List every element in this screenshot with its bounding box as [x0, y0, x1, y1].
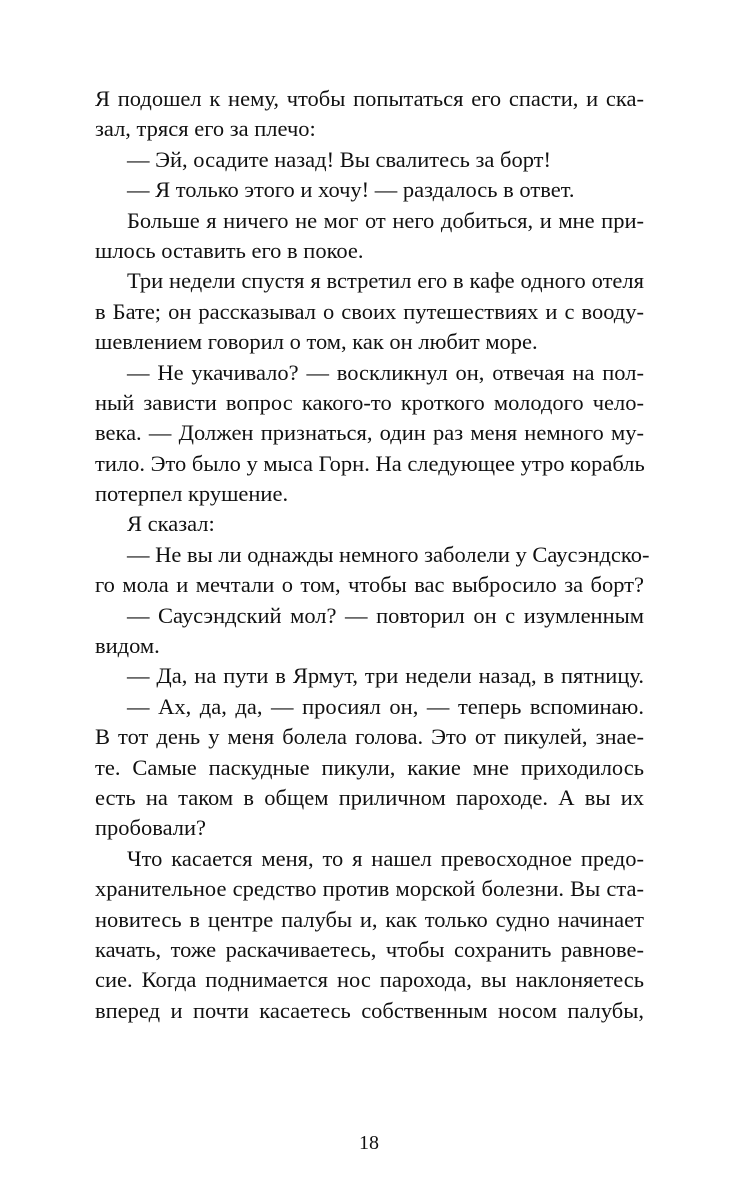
- text-line: качать, тоже раскачиваетесь, чтобы сохранить равнове-: [95, 936, 644, 962]
- text-line: шлось оставить его в покое.: [95, 237, 364, 263]
- text-line: Три недели спустя я встретил его в кафе одного отеля: [127, 268, 644, 294]
- text-line: — Эй, осадите назад! Вы свалитесь за борт!: [127, 146, 551, 172]
- text-line: зал, тряся его за плечо:: [95, 116, 316, 142]
- text-line: века. — Должен признаться, один раз меня немного му-: [95, 420, 644, 446]
- text-line: В тот день у меня болела голова. Это от пикулей, знае-: [95, 724, 644, 750]
- text-line: Что касается меня, то я нашел превосходное предо-: [127, 845, 644, 871]
- text-line: новитесь в центре палубы и, как только судно начинает: [95, 906, 644, 932]
- text-line: Я подошел к нему, чтобы попытаться его спасти, и ска-: [95, 86, 644, 111]
- text-line: — Не укачивало? — воскликнул он, отвечая на пол-: [127, 359, 644, 385]
- text-line: — Саусэндский мол? — повторил он с изумленным: [127, 602, 644, 628]
- text-line: хранительное средство против морской болезни. Вы ста-: [95, 876, 644, 902]
- text-line: — Не вы ли однажды немного заболели у Саусэндско-: [127, 541, 650, 567]
- text-line: те. Самые паскудные пикули, какие мне приходилось: [95, 754, 644, 780]
- text-line: Больше я ничего не мог от него добиться, и мне при-: [127, 207, 644, 233]
- text-line: пробовали?: [95, 815, 207, 841]
- text-line: вперед и почти касаетесь собственным носом палубы,: [95, 997, 644, 1023]
- text-line: сие. Когда поднимается нос парохода, вы наклоняетесь: [95, 967, 644, 993]
- text-line: тило. Это было у мыса Горн. На следующее утро корабль: [95, 450, 645, 476]
- text-line: го мола и мечтали о том, чтобы вас выбросило за борт?: [95, 572, 644, 598]
- text-line: в Бате; он рассказывал о своих путешествиях и с вооду-: [95, 298, 644, 324]
- page-number: 18: [359, 1132, 379, 1154]
- text-line: — Да, на пути в Ярмут, три недели назад, в пятницу.: [127, 663, 644, 689]
- text-line: шевлением говорил о том, как он любит море.: [95, 329, 538, 355]
- text-line: потерпел крушение.: [95, 481, 289, 507]
- text-line: есть на таком в общем приличном пароходе. А вы их: [95, 784, 644, 810]
- text-line: — Ах, да, да, — просиял он, — теперь вспоминаю.: [127, 693, 644, 719]
- text-line: — Я только этого и хочу! — раздалось в ответ.: [127, 177, 575, 203]
- text-line: ный зависти вопрос какого-то кроткого молодого чело-: [95, 389, 644, 415]
- book-page-body: [95, 84, 650, 1026]
- text-line: Я сказал:: [127, 511, 215, 537]
- text-line: видом.: [95, 633, 160, 659]
